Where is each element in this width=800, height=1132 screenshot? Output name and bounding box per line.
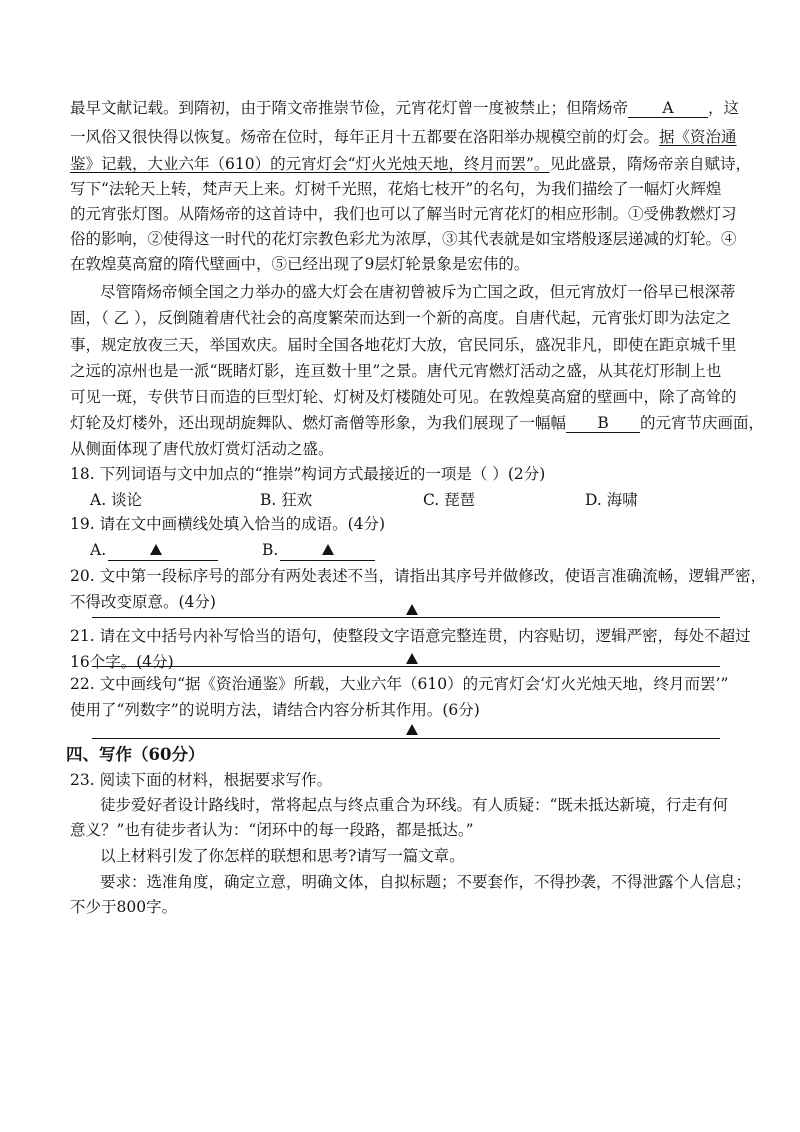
material-line: 徒步爱好者设计路线时，常将起点与终点重合为环线。有人质疑：“既未抵达新境，行走有何 bbox=[100, 796, 728, 814]
passage-line: 事，规定放夜三天，举国欢庆。届时全国各地花灯大放，官民同乐，盛况非凡，即使在距京城千里 bbox=[70, 336, 737, 354]
question-19-stem: 19. 请在文中画横线处填入恰当的成语。(4分) bbox=[70, 515, 386, 533]
passage-line: 从侧面体现了唐代放灯赏灯活动之盛。 bbox=[70, 440, 334, 458]
question-22-line1: 22. 文中画线句“据《资治通鉴》所载，大业六年（610）的元宵灯会‘灯火光烛天地，终月而罢’” bbox=[70, 675, 729, 693]
material-line: 意义？”也有徒步者认为：“闭环中的每一段路，都是抵达。” bbox=[70, 821, 474, 839]
question-21-line2: 16个字。(4分) bbox=[70, 653, 174, 671]
passage-line: 一风俗又很快得以恢复。炀帝在位时，每年正月十五都要在洛阳举办规模空前的灯会。据《资治通 bbox=[70, 128, 737, 146]
underlined-sentence: 据《资治通 bbox=[659, 128, 737, 146]
underlined-sentence: 鉴》记载，大业六年（610）的元宵灯会“灯火光烛天地，终月而罢”。 bbox=[70, 155, 550, 173]
passage-line: 最早文献记载。到隋初，由于隋文帝推崇节俭，元宵花灯曾一度被禁止；但隋炀帝 A ，这 bbox=[70, 99, 740, 117]
passage-line: 的元宵张灯图。从隋炀帝的这首诗中，我们也可以了解当时元宵花灯的相应形制。①受佛教燃灯习 bbox=[70, 205, 737, 223]
q19-answer-line-b[interactable] bbox=[280, 560, 375, 561]
question-23-stem: 23. 阅读下面的材料，根据要求写作。 bbox=[70, 771, 333, 789]
answer-triangle-icon bbox=[150, 544, 162, 555]
blank-a: A bbox=[628, 99, 708, 118]
q21-answer-line[interactable] bbox=[92, 666, 720, 667]
question-21-line1: 21. 请在文中括号内补写恰当的语句，使整段文字语意完整连贯，内容贴切，逻辑严密，每处不超过 bbox=[70, 627, 751, 645]
q18-option-b: B. 狂欢 bbox=[260, 491, 313, 509]
q18-option-d: D. 海啸 bbox=[585, 491, 638, 509]
passage-line: 俗的影响，②使得这一时代的花灯宗教色彩尤为浓厚，③其代表就是如宝塔般逐层递减的灯轮。④ bbox=[70, 230, 737, 248]
passage-line: 鉴》记载，大业六年（610）的元宵灯会“灯火光烛天地，终月而罢”。见此盛景，隋炀帝亲自赋诗， bbox=[70, 155, 751, 173]
question-18-stem: 18. 下列词语与文中加点的“推崇”构词方式最接近的一项是（ ）(2分) bbox=[70, 465, 546, 483]
answer-triangle-icon bbox=[322, 544, 334, 555]
q22-answer-line[interactable] bbox=[92, 738, 720, 739]
writing-prompt: 以上材料引发了你怎样的联想和思考?请写一篇文章。 bbox=[100, 847, 465, 865]
passage-line: 尽管隋炀帝倾全国之力举办的盛大灯会在唐初曾被斥为亡国之政，但元宵放灯一俗早已根深蒂 bbox=[100, 283, 736, 301]
passage-line: 灯轮及灯楼外，还出现胡旋舞队、燃灯斋僧等形象，为我们展现了一幅幅 B 的元宵节庆画面， bbox=[70, 414, 765, 432]
answer-triangle-icon bbox=[406, 724, 418, 735]
passage-line: 之远的凉州也是一派“既睹灯影，连亘数十里”之景。唐代元宵燃灯活动之盛，从其花灯形制上也 bbox=[70, 362, 722, 380]
question-20-line1: 20. 文中第一段标序号的部分有两处表述不当，请指出其序号并做修改，使语言准确流畅，逻辑严密， bbox=[70, 567, 767, 585]
answer-triangle-icon bbox=[406, 653, 418, 664]
q19-label-a: A. bbox=[90, 541, 107, 559]
q18-option-c: C. 琵琶 bbox=[423, 491, 476, 509]
blank-b: B bbox=[566, 414, 640, 433]
q19-answer-line-a[interactable] bbox=[108, 560, 218, 561]
q18-option-a: A. 谈论 bbox=[90, 491, 143, 509]
answer-triangle-icon bbox=[406, 604, 418, 615]
writing-requirements: 要求：选准角度，确定立意，明确文体，自拟标题；不要套作，不得抄袭，不得泄露个人信息； bbox=[100, 873, 752, 891]
q19-label-b: B. bbox=[262, 541, 279, 559]
passage-line: 写下“法轮天上转，梵声天上来。灯树千光照，花焰七枝开”的名句，为我们描绘了一幅灯火辉煌 bbox=[70, 180, 722, 198]
passage-line: 固，（ 乙 ），反倒随着唐代社会的高度繁荣而达到一个新的高度。自唐代起，元宵张灯即为法定之 bbox=[70, 309, 731, 327]
section-4-title: 四、写作（60分） bbox=[66, 745, 205, 764]
question-20-line2: 不得改变原意。(4分) bbox=[70, 593, 216, 611]
question-22-line2: 使用了“列数字”的说明方法，请结合内容分析其作用。(6分) bbox=[70, 701, 480, 719]
passage-line: 可见一斑，专供节日而造的巨型灯轮、灯树及灯楼随处可见。在敦煌莫高窟的壁画中，除了高耸的 bbox=[70, 388, 737, 406]
passage-line: 在敦煌莫高窟的隋代壁画中，⑤已经出现了9层灯轮景象是宏伟的。 bbox=[70, 255, 530, 273]
writing-requirements: 不少于800字。 bbox=[70, 898, 178, 916]
q20-answer-line[interactable] bbox=[92, 617, 720, 618]
